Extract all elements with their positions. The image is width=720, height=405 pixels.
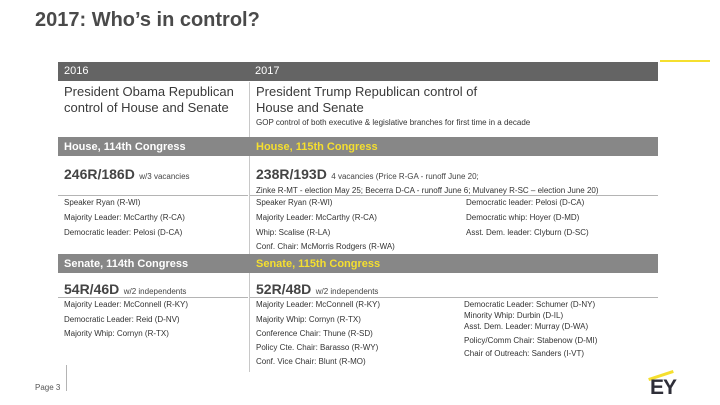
senate-2017-policy-comm-chair: Policy/Comm Chair: Stabenow (D-MI) (464, 336, 598, 345)
house-2017-speaker: Speaker Ryan (R-WI) (256, 198, 333, 207)
yellow-accent-line (660, 60, 710, 62)
house-2017-majority-leader: Majority Leader: McCarthy (R-CA) (256, 213, 377, 222)
senate-2017-asst-dem-leader: Asst. Dem. Leader: Murray (D-WA) (464, 322, 589, 331)
house-2017-count-value: 238R/193D (256, 166, 327, 182)
senate-2016-count-value: 54R/46D (64, 281, 120, 297)
divider (58, 297, 248, 298)
senate-2016-majority-leader: Majority Leader: McConnell (R-KY) (64, 300, 189, 309)
header-2016: 2016 (64, 65, 89, 77)
senate-2017-majority-leader: Majority Leader: McConnell (R-KY) (256, 300, 381, 309)
senate-2017-majority-whip: Majority Whip: Cornyn (R-TX) (256, 315, 361, 324)
ey-logo: EY (650, 376, 677, 399)
house-2017-vacancy-detail: Zinke R-MT - election May 25; Becerra D-CA - runoff June 6; Mulvaney R-SC – election June 20) (256, 186, 599, 195)
divider (58, 195, 248, 196)
senate-2017-dem-leader: Democratic Leader: Schumer (D-NY) (464, 300, 596, 309)
column-divider (249, 82, 250, 372)
senate-2017-policy-chair: Policy Cte. Chair: Barasso (R-WY) (256, 343, 379, 352)
house-2016-majority-leader: Majority Leader: McCarthy (R-CA) (64, 213, 185, 222)
senate-2016-majority-whip: Majority Whip: Cornyn (R-TX) (64, 329, 169, 338)
senate-2017-count-value: 52R/48D (256, 281, 312, 297)
year-header-bar (58, 62, 658, 81)
house-115-label: House, 115th Congress (256, 141, 378, 153)
header-2017: 2017 (255, 65, 280, 77)
page-number: Page 3 (35, 383, 61, 392)
divider (250, 195, 658, 196)
overview-2017-note: GOP control of both executive & legislative branches for first time in a decade (256, 118, 531, 127)
house-2017-dem-leader: Democratic leader: Pelosi (D-CA) (466, 198, 585, 207)
house-2016-count-value: 246R/186D (64, 166, 135, 182)
house-2017-count-note: 4 vacancies (Price R-GA - runoff June 20; (331, 172, 479, 181)
house-2017-dem-whip: Democratic whip: Hoyer (D-MD) (466, 213, 580, 222)
overview-2017: President Trump Republican control of House and Senate (256, 84, 478, 115)
house-2017-count (256, 166, 479, 184)
house-2016-speaker: Speaker Ryan (R-WI) (64, 198, 141, 207)
senate-2016-dem-leader: Democratic Leader: Reid (D-NV) (64, 315, 180, 324)
senate-2017-conf-chair: Conference Chair: Thune (R-SD) (256, 329, 373, 338)
senate-2016-count-note: w/2 independents (123, 287, 187, 296)
senate-115-label: Senate, 115th Congress (256, 258, 381, 270)
senate-2017-minority-whip: Minority Whip: Durbin (D-IL) (464, 311, 564, 320)
house-2017-asst-dem-leader: Asst. Dem. leader: Clyburn (D-SC) (466, 228, 589, 237)
footer-divider (66, 365, 67, 391)
senate-2017-conf-vice-chair: Conf. Vice Chair: Blunt (R-MO) (256, 357, 366, 366)
house-2016-count (64, 166, 190, 184)
page-title: 2017: Who’s in control? (35, 9, 260, 31)
overview-2016: President Obama Republican control of House and Senate (64, 84, 234, 115)
divider (250, 297, 658, 298)
house-2016-count-note: w/3 vacancies (139, 172, 190, 181)
house-114-label: House, 114th Congress (64, 141, 186, 153)
senate-2017-count-note: w/2 independents (315, 287, 379, 296)
senate-114-label: Senate, 114th Congress (64, 258, 189, 270)
house-2017-conf-chair: Conf. Chair: McMorris Rodgers (R-WA) (256, 242, 395, 251)
house-2016-dem-leader: Democratic leader: Pelosi (D-CA) (64, 228, 183, 237)
house-2017-whip: Whip: Scalise (R-LA) (256, 228, 331, 237)
senate-2017-outreach-chair: Chair of Outreach: Sanders (I-VT) (464, 349, 585, 358)
